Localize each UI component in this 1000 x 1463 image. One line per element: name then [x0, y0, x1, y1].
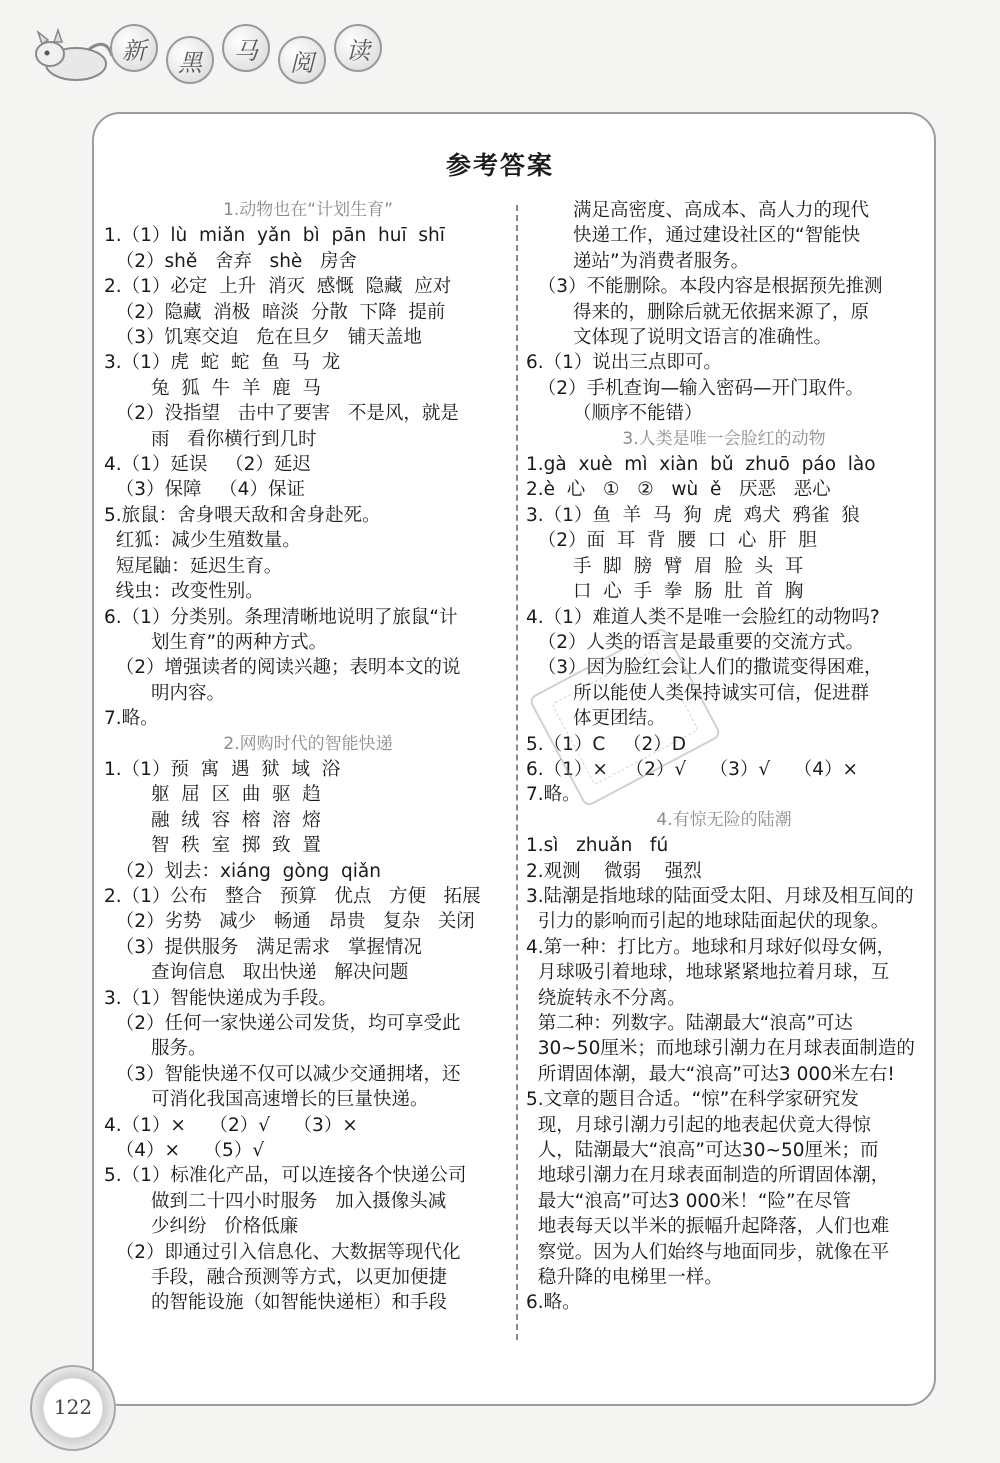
section-heading: 1.动物也在“计划生育” — [223, 200, 393, 220]
answer-line: 4.（1）× （2）√ （3）× — [104, 1114, 358, 1136]
answer-line: 1.（1）预 寓 遇 狱 域 浴 — [104, 758, 341, 780]
answer-line: 查询信息 取出快递 解决问题 — [104, 962, 409, 984]
answer-line: 地球引潮力在月球表面制造的所谓固体潮， — [526, 1165, 890, 1187]
answer-line: （2）隐藏 消极 暗淡 分散 下降 提前 — [104, 301, 446, 323]
answer-line: 月球吸引着地球，地球紧紧地拉着月球，互 — [526, 962, 890, 984]
answer-line: 察觉。因为人们始终与地面同步，就像在平 — [526, 1241, 890, 1263]
series-char: 阅 — [278, 36, 326, 84]
answer-line: 快递工作，通过建设社区的“智能快 — [526, 225, 861, 247]
answer-line: 雨 看你横行到几时 — [104, 428, 317, 450]
answer-line: 1.（1）lù miǎn yǎn bì pān huī shī — [104, 225, 445, 247]
answer-line: （2）任何一家快递公司发货，均可享受此 — [104, 1013, 461, 1034]
answer-line: （3）因为脸红会让人们的撒谎变得困难， — [526, 657, 883, 679]
answer-line: 融 绒 容 榕 溶 熔 — [104, 809, 321, 831]
answer-line: 得来的，删除后就无依据来源了，原 — [526, 301, 870, 323]
answer-line: （3）保障 （4）保证 — [104, 479, 305, 501]
answer-line: 的智能设施（如智能快递柜）和手段 — [104, 1292, 448, 1314]
answer-line: 5.文章的题目合适。“惊”在科学家研究发 — [526, 1089, 859, 1111]
answer-line: 3.（1）智能快递成为手段。 — [104, 987, 337, 1009]
answer-line: 2.（1）公布 整合 预算 优点 方便 拓展 — [104, 885, 481, 907]
answer-line: 1.sì zhuǎn fú — [526, 835, 669, 857]
series-char: 黑 — [166, 36, 214, 84]
series-title — [110, 30, 382, 84]
answer-line: 所以能使人类保持诚实可信，促进群 — [526, 682, 870, 704]
answer-line: 智 秩 室 掷 致 置 — [104, 835, 321, 857]
answer-line: 满足高密度、高成本、高人力的现代 — [526, 200, 870, 221]
answer-line: 文体现了说明文语言的准确性。 — [526, 327, 833, 349]
series-char: 马 — [222, 24, 270, 72]
answer-line: 短尾鼬：延迟生育。 — [104, 555, 283, 577]
answer-line: 7.略。 — [526, 784, 581, 806]
answer-line: （3）饥寒交迫 危在旦夕 铺天盖地 — [104, 327, 422, 349]
answer-line: 最大“浪高”可达3 000米！“险”在尽管 — [526, 1190, 852, 1212]
answer-line: 人，陆潮最大“浪高”可达30~50厘米；而 — [526, 1140, 879, 1162]
answer-line: 4.第一种：打比方。地球和月球好似母女俩， — [526, 936, 896, 958]
answer-line: 口 心 手 拳 肠 肚 首 胸 — [526, 581, 804, 603]
answer-line: 绕旋转永不分离。 — [526, 987, 686, 1009]
answer-line: 地表每天以半米的振幅升起降落，人们也难 — [526, 1216, 890, 1238]
answer-line: 4.（1）延误 （2）延迟 — [104, 454, 311, 476]
answer-line: （2）shě 舍弃 shè 房舍 — [104, 250, 357, 272]
page-number: 122 — [53, 1395, 93, 1419]
answer-line: （2）即通过引入信息化、大数据等现代化 — [104, 1241, 461, 1263]
answer-line: （2）增强读者的阅读兴趣；表明本文的说 — [104, 657, 461, 679]
answer-line: 现，月球引潮力引起的地表起伏竟大得惊 — [526, 1114, 871, 1136]
section-heading: 3.人类是唯一会脸红的动物 — [622, 428, 826, 449]
answer-line: 线虫：改变性别。 — [104, 581, 264, 603]
answer-line: 引力的影响而引起的地球陆面起伏的现象。 — [526, 911, 890, 933]
answer-line: 兔 狐 牛 羊 鹿 马 — [104, 377, 321, 399]
answer-line: 可消化我国高速增长的巨量快递。 — [104, 1089, 429, 1111]
section-heading: 2.网购时代的智能快递 — [223, 733, 393, 754]
answer-line: 30~50厘米；而地球引潮力在月球表面制造的 — [526, 1038, 915, 1060]
answer-line: （3）不能删除。本段内容是根据预先推测 — [526, 276, 883, 298]
series-char: 读 — [334, 24, 382, 72]
answer-line: （2）手机查询—输入密码—开门取件。 — [526, 377, 865, 399]
answer-line: （3）提供服务 满足需求 掌握情况 — [104, 936, 422, 958]
answer-line: 红狐：减少生殖数量。 — [104, 530, 301, 552]
answer-line: 3.陆潮是指地球的陆面受太阳、月球及相互间的 — [526, 885, 914, 907]
answer-line: （3）智能快递不仅可以减少交通拥堵，还 — [104, 1063, 461, 1085]
answer-line: （2）人类的语言是最重要的交流方式。 — [526, 631, 865, 653]
answer-line: 6.略。 — [526, 1292, 581, 1314]
answer-line: 划生育”的两种方式。 — [104, 631, 328, 653]
answer-line: 6.（1）说出三点即可。 — [526, 352, 722, 374]
answer-line: 2.观测 微弱 强烈 — [526, 860, 702, 882]
answer-line: （2）划去：xiáng gòng qiǎn — [104, 860, 381, 882]
answer-line: 2.è 心 ① ② wù ě 厌恶 恶心 — [526, 479, 831, 501]
answer-line: 体更团结。 — [526, 708, 666, 730]
answer-line: （4）× （5）√ — [104, 1140, 265, 1162]
answer-line: 所谓固体潮，最大“浪高”可达3 000米左右! — [526, 1063, 895, 1085]
answer-line: 6.（1）× （2）√ （3）√ （4）× — [526, 758, 858, 780]
answers-left-column — [104, 198, 512, 1316]
answer-line: 5.（1）C （2）D — [526, 733, 686, 755]
answer-line: （顺序不能错） — [526, 403, 703, 425]
answer-line: 2.（1）必定 上升 消灭 感慨 隐藏 应对 — [104, 276, 452, 298]
answer-line: 少纠纷 价格低廉 — [104, 1216, 299, 1238]
answer-line: 6.（1）分类别。条理清晰地说明了旅鼠“计 — [104, 606, 458, 628]
page-title: 参考答案 — [445, 151, 554, 180]
page-badge — [30, 1365, 116, 1451]
answer-line: 服务。 — [104, 1038, 207, 1060]
section-heading: 4.有惊无险的陆潮 — [656, 809, 792, 830]
answer-line: 稳升降的电梯里一样。 — [526, 1267, 723, 1289]
answer-line: 5.（1）标准化产品，可以连接各个快递公司 — [104, 1165, 467, 1187]
answer-line: 1.gà xuè mì xiàn bǔ zhuō páo lào — [526, 454, 876, 476]
answer-line: 递站”为消费者服务。 — [526, 250, 750, 272]
answer-line: 明内容。 — [104, 682, 226, 704]
answer-line: 5.旅鼠：舍身喂天敌和舍身赴死。 — [104, 504, 381, 526]
answer-line: （2）没指望 击中了要害 不是风，就是 — [104, 403, 459, 425]
column-divider — [516, 205, 518, 1340]
answer-line: （2）面 耳 背 腰 口 心 肝 胆 — [526, 530, 817, 552]
page-header — [0, 0, 1000, 110]
answer-line: （2）劣势 减少 畅通 昂贵 复杂 关闭 — [104, 911, 475, 933]
series-char: 新 — [110, 24, 158, 72]
answer-line: 7.略。 — [104, 708, 159, 730]
pony-mascot-icon — [28, 26, 116, 88]
answer-line: 躯 屈 区 曲 驱 趋 — [104, 784, 321, 806]
answer-line: 3.（1）鱼 羊 马 狗 虎 鸡犬 鸦雀 狼 — [526, 504, 860, 526]
answer-line: 手 脚 膀 臂 眉 脸 头 耳 — [526, 555, 804, 577]
answer-line: 手段，融合预测等方式，以更加便捷 — [104, 1267, 448, 1289]
answer-line: 做到二十四小时服务 加入摄像头减 — [104, 1190, 447, 1212]
answer-line: 4.（1）难道人类不是唯一会脸红的动物吗? — [526, 606, 880, 628]
answer-line: 3.（1）虎 蛇 蛇 鱼 马 龙 — [104, 352, 341, 374]
answer-line: 第二种：列数字。陆潮最大“浪高”可达 — [526, 1013, 853, 1034]
